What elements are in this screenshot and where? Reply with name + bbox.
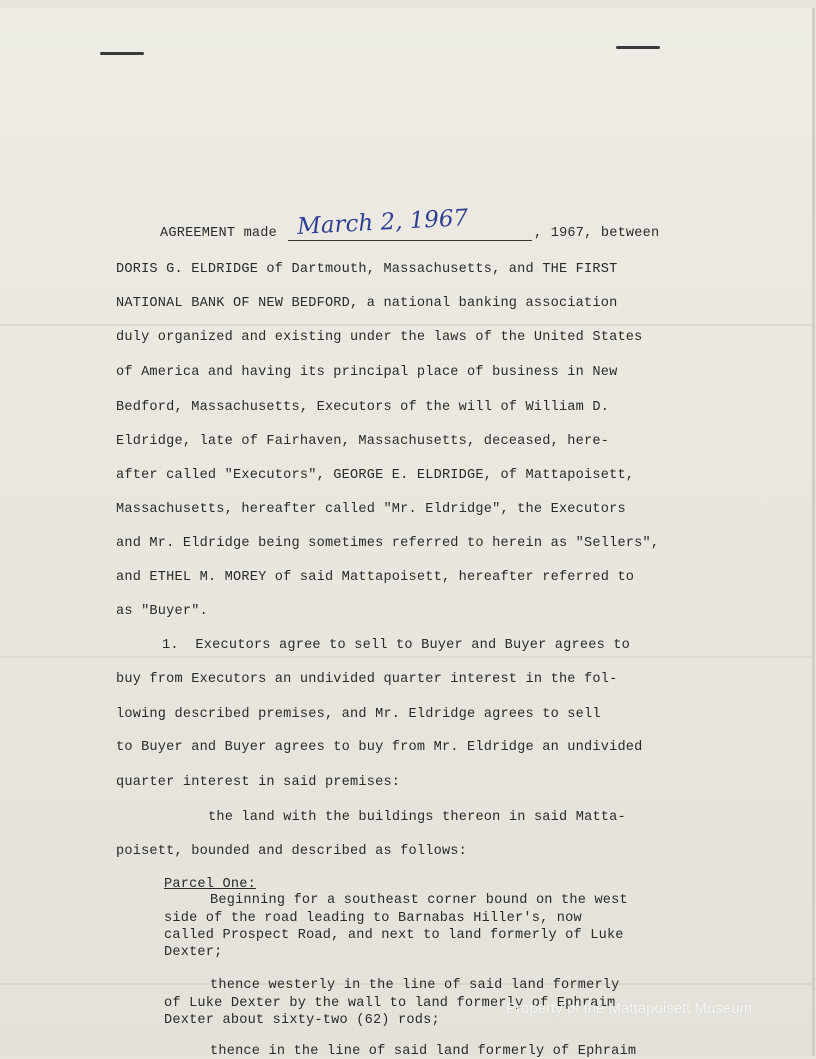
- preamble-line: and ETHEL M. MOREY of said Mattapoisett, hereafter referred to: [116, 570, 635, 585]
- clause1-line: lowing described premises, and Mr. Eldridge agrees to sell: [116, 707, 601, 722]
- land-line: poisett, bounded and described as follows:: [116, 844, 468, 859]
- clause1-line: 1. Executors agree to sell to Buyer and Buyer agrees to: [162, 638, 631, 653]
- handwritten-date: March 2, 1967: [296, 205, 469, 240]
- page-fold: [0, 324, 812, 326]
- preamble-line: of America and having its principal place of business in New: [116, 365, 618, 380]
- preamble-line: NATIONAL BANK OF NEW BEDFORD, a national banking association: [116, 296, 618, 311]
- preamble-line: duly organized and existing under the laws of the United States: [116, 330, 643, 345]
- clause1-line: quarter interest in said premises:: [116, 775, 401, 790]
- page-fold: [0, 656, 812, 658]
- museum-watermark: Property of the Mattapoisett Museum: [506, 1000, 752, 1017]
- cutoff-line: thence in the line of said land formerly of Ephraim: [210, 1044, 637, 1059]
- thence-line: thence westerly in the line of said land formerly: [210, 978, 620, 993]
- parcel-line: Dexter;: [164, 945, 223, 960]
- preamble-line: Massachusetts, hereafter called "Mr. Eldridge", the Executors: [116, 502, 626, 517]
- land-line: the land with the buildings thereon in said Matta-: [208, 810, 626, 825]
- thence-line: of Luke Dexter by the wall to land formerly of Ephraim: [164, 996, 616, 1011]
- preamble-line: after called "Executors", GEORGE E. ELDRIDGE, of Mattapoisett,: [116, 468, 635, 483]
- preamble-line: and Mr. Eldridge being sometimes referred to herein as "Sellers",: [116, 536, 660, 551]
- clause1-line: buy from Executors an undivided quarter interest in the fol-: [116, 672, 618, 687]
- parcel-line: called Prospect Road, and next to land formerly of Luke: [164, 928, 624, 943]
- staple-left: [100, 52, 144, 55]
- thence-line: Dexter about sixty-two (62) rods;: [164, 1013, 440, 1028]
- preamble-line: Bedford, Massachusetts, Executors of the will of William D.: [116, 400, 610, 415]
- staple-right: [616, 46, 660, 49]
- preamble-line: Eldridge, late of Fairhaven, Massachusetts, deceased, here-: [116, 434, 610, 449]
- agreement-prefix: AGREEMENT made: [160, 226, 278, 241]
- parcel-line: side of the road leading to Barnabas Hiller's, now: [164, 911, 582, 926]
- preamble-line: DORIS G. ELDRIDGE of Dartmouth, Massachusetts, and THE FIRST: [116, 262, 618, 277]
- agreement-suffix: , 1967, between: [534, 226, 660, 241]
- parcel-heading: Parcel One:: [164, 877, 256, 892]
- date-blank-line: [288, 240, 532, 241]
- clause1-line: to Buyer and Buyer agrees to buy from Mr. Eldridge an undivided: [116, 740, 643, 755]
- parcel-line: Beginning for a southeast corner bound on the west: [210, 893, 628, 908]
- preamble-line: as "Buyer".: [116, 604, 208, 619]
